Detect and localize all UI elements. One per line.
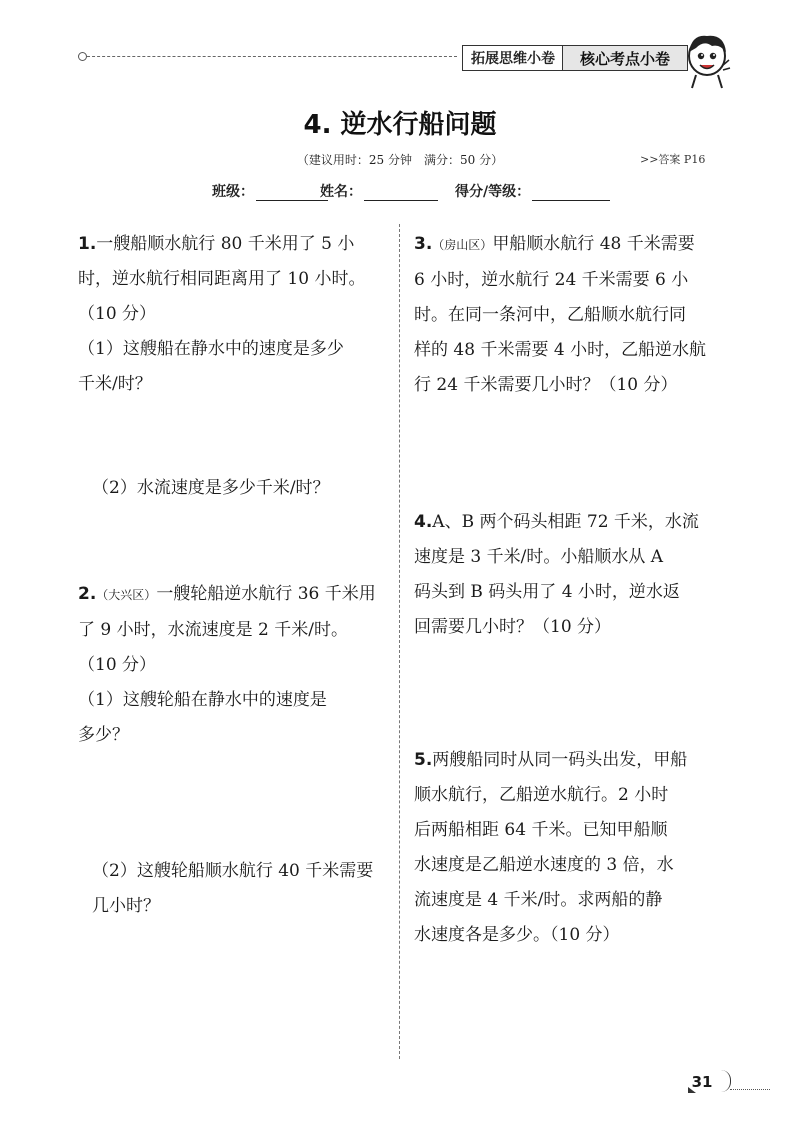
question-2 bbox=[78, 577, 396, 753]
question-line: 两艘船同时从同一码头出发，甲船 bbox=[432, 750, 688, 770]
question-line: 水速度是乙船逆水速度的 3 倍，水 bbox=[414, 855, 674, 875]
footer-rule bbox=[730, 1089, 770, 1090]
name-label: 姓名： bbox=[320, 184, 362, 200]
page-number: 31 bbox=[691, 1073, 713, 1091]
question-5 bbox=[414, 743, 734, 953]
sub-question-line: 千米/时？ bbox=[78, 374, 152, 394]
name-field bbox=[320, 181, 438, 201]
question-line: 了 9 小时，水流速度是 2 千米/时。 bbox=[78, 620, 348, 640]
question-line: 回需要几小时？（10 分） bbox=[414, 617, 612, 637]
class-label: 班级： bbox=[212, 184, 254, 200]
question-line: （10 分） bbox=[78, 655, 157, 675]
score-field bbox=[455, 181, 610, 201]
question-number: 3. bbox=[414, 234, 433, 254]
question-line: 样的 48 千米需要 4 小时，乙船逆水航 bbox=[414, 340, 707, 360]
header-tag-core: 核心考点小卷 bbox=[562, 45, 688, 71]
question-line: A、B 两个码头相距 72 千米，水流 bbox=[432, 512, 699, 532]
question-4 bbox=[414, 505, 734, 645]
question-line: 行 24 千米需要几小时？（10 分） bbox=[414, 375, 678, 395]
header-rule bbox=[82, 56, 457, 57]
region-tag: （房山区） bbox=[432, 238, 493, 252]
question-line: 时，逆水航行相同距离用了 10 小时。 bbox=[78, 269, 366, 289]
question-number: 4. bbox=[414, 512, 433, 532]
class-blank[interactable] bbox=[256, 184, 328, 201]
question-line: 一艘轮船逆水航行 36 千米用 bbox=[156, 584, 376, 604]
question-3 bbox=[414, 227, 734, 403]
mascot-icon bbox=[682, 32, 732, 90]
score-blank[interactable] bbox=[532, 184, 610, 201]
name-blank[interactable] bbox=[364, 184, 438, 201]
time-and-score-note: （建议用时：25 分钟 满分：50 分） bbox=[296, 153, 504, 167]
question-line: （10 分） bbox=[78, 304, 157, 324]
question-line: 6 小时，逆水航行 24 千米需要 6 小 bbox=[414, 270, 689, 290]
question-line: 码头到 B 码头用了 4 小时，逆水返 bbox=[414, 582, 680, 602]
question-number: 5. bbox=[414, 750, 433, 770]
question-1 bbox=[78, 227, 396, 402]
question-number: 2. bbox=[78, 584, 97, 604]
question-line: 一艘船顺水航行 80 千米用了 5 小 bbox=[96, 234, 355, 254]
column-divider bbox=[399, 224, 400, 1059]
sub-question-1: （1）这艘船在静水中的速度是多少 bbox=[78, 339, 344, 359]
question-line: 时。在同一条河中，乙船顺水航行同 bbox=[414, 305, 686, 325]
score-label: 得分/等级： bbox=[455, 184, 531, 200]
answer-reference: >>答案 P16 bbox=[640, 153, 706, 166]
sub-question-line: 几小时？ bbox=[92, 896, 160, 916]
sub-question-1: （1）这艘轮船在静水中的速度是 bbox=[78, 690, 327, 710]
page-title: 4. 逆水行船问题 bbox=[303, 110, 497, 140]
sub-question-2: （2）水流速度是多少千米/时？ bbox=[92, 478, 330, 498]
question-line: 水速度各是多少。（10 分） bbox=[414, 925, 620, 945]
question-line: 后两船相距 64 千米。已知甲船顺 bbox=[414, 820, 668, 840]
class-field bbox=[212, 181, 328, 201]
header-tag-extension: 拓展思维小卷 bbox=[462, 45, 563, 71]
question-2-part-2 bbox=[92, 854, 392, 924]
question-number: 1. bbox=[78, 234, 97, 254]
sub-question-2: （2）这艘轮船顺水航行 40 千米需要 bbox=[92, 861, 374, 881]
question-line: 甲船顺水航行 48 千米需要 bbox=[492, 234, 695, 254]
sub-question-line: 多少？ bbox=[78, 725, 129, 745]
question-line: 顺水航行，乙船逆水航行。2 小时 bbox=[414, 785, 669, 805]
region-tag: （大兴区） bbox=[96, 588, 157, 602]
header-rule-dot bbox=[78, 52, 87, 61]
question-1-part-2 bbox=[92, 471, 392, 506]
question-line: 流速度是 4 千米/时。求两船的静 bbox=[414, 890, 663, 910]
question-line: 速度是 3 千米/时。小船顺水从 A bbox=[414, 547, 664, 567]
